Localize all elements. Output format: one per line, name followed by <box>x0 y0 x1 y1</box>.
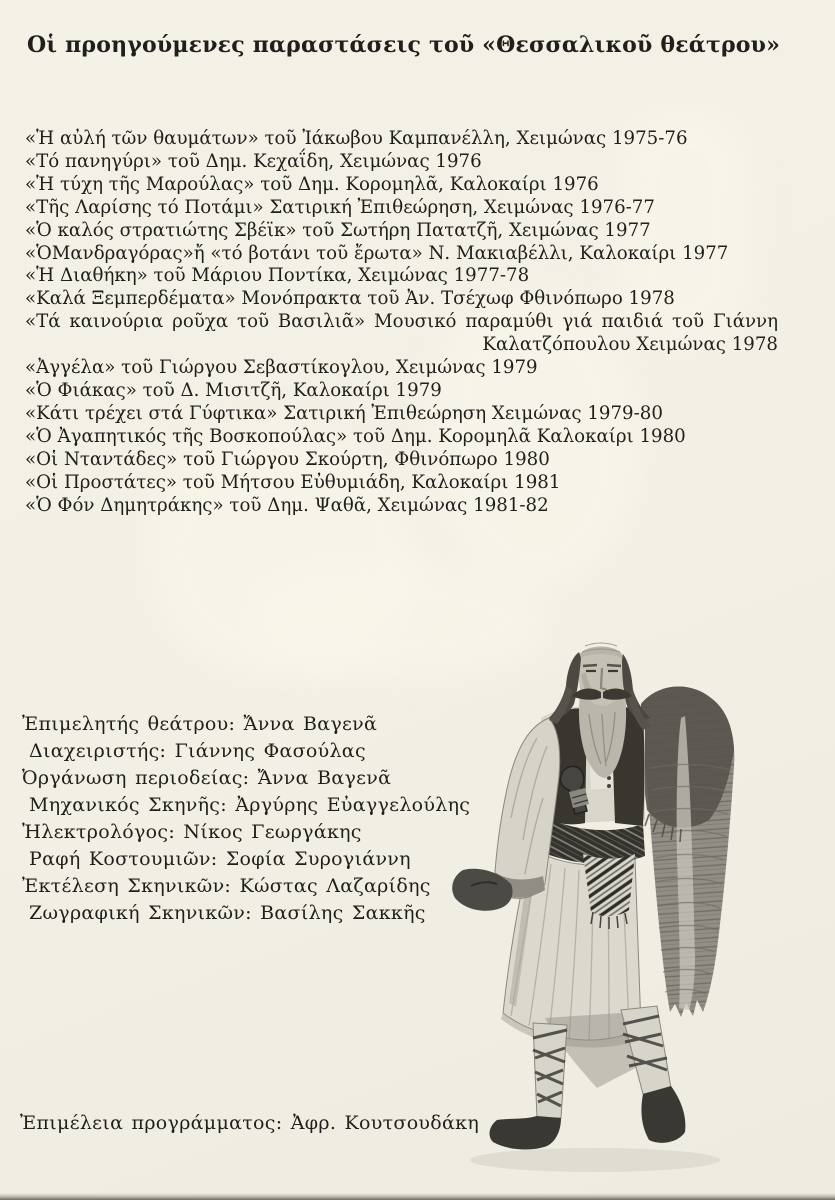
performance-item: «Οἱ Προστάτες» τοῦ Μήτσου Εὐθυμιάδη, Καλοκαίρι 1981 <box>25 471 561 493</box>
performance-item: «Τά καινούρια ροῦχα τοῦ Βασιλιᾶ» Μουσικό παραμύθι γιά παιδιά τοῦ Γιάννη <box>25 311 778 333</box>
credit-item: Διαχειριστής: Γιάννης Φασούλας <box>29 740 366 762</box>
cloak <box>641 687 735 1017</box>
credit-item: Ἠλεκτρολόγος: Νίκος Γεωργάκης <box>22 821 362 843</box>
performance-item: «Ὁ Ἀγαπητικός τῆς Βοσκοπούλας» τοῦ Δημ. Κορομηλᾶ Καλοκαίρι 1980 <box>25 425 686 447</box>
performance-item: «Ἡ αὐλή τῶν θαυμάτων» τοῦ Ἰάκωβου Καμπανέλλη, Χειμώνας 1975-76 <box>25 128 688 149</box>
performance-list <box>25 128 778 517</box>
left-leg <box>490 1023 567 1149</box>
page-title: Οἱ προηγούμενες παραστάσεις τοῦ «Θεσσαλικοῦ θεάτρου» <box>27 32 781 58</box>
performance-item: «Ἡ τύχη τῆς Μαρούλας» τοῦ Δημ. Κορομηλᾶ, Καλοκαίρι 1976 <box>25 173 599 195</box>
performance-item: «Οἱ Νταντάδες» τοῦ Γιώργου Σκούρτη, Φθινόπωρο 1980 <box>25 448 550 470</box>
page-bottom-edge <box>0 1193 835 1200</box>
program-editor-note: Ἐπιμέλεια προγράμματος: Ἀφρ. Κουτσουδάκη <box>20 1112 480 1134</box>
performance-item: «Κάτι τρέχει στά Γύφτικα» Σατιρική Ἐπιθεώρηση Χειμώνας 1979-80 <box>25 402 663 424</box>
credit-item: Ἐκτέλεση Σκηνικῶν: Κώστας Λαζαρίδης <box>22 875 431 897</box>
credit-item: Ἐπιμελητής θεάτρου: Ἄννα Βαγενᾶ <box>22 713 378 735</box>
costume-illustration <box>445 618 835 1198</box>
right-leg <box>621 1006 685 1143</box>
performance-item-continuation: Καλατζόπουλου Χειμώνας 1978 <box>482 334 778 356</box>
credit-item: Ζωγραφική Σκηνικῶν: Βασίλης Σακκῆς <box>29 902 426 924</box>
credit-item: Ὀργάνωση περιοδείας: Ἄννα Βαγενᾶ <box>22 767 392 789</box>
ground-shadow <box>470 1148 720 1172</box>
performance-item: «Ὁ Φόν Δημητράκης» τοῦ Δημ. Ψαθᾶ, Χειμώνας 1981-82 <box>25 494 549 516</box>
credits-list <box>22 711 470 927</box>
performance-item: «Καλά Ξεμπερδέματα» Μονόπρακτα τοῦ Ἀν. Τσέχωφ Φθινόπωρο 1978 <box>25 288 675 310</box>
performance-item: «Τό πανηγύρι» τοῦ Δημ. Κεχαΐδη, Χειμώνας 1976 <box>25 150 482 172</box>
performance-item: «Ὁ Φιάκας» τοῦ Δ. Μισιτζῆ, Καλοκαίρι 1979 <box>25 379 442 401</box>
performance-item: «Ὁ καλός στρατιώτης Σβέϊκ» τοῦ Σωτήρη Πατατζῆ, Χειμώνας 1977 <box>25 219 651 241</box>
credit-item: Ραφή Κοστουμιῶν: Σοφία Συρογιάννη <box>29 848 411 870</box>
performance-item: «Τῆς Λαρίσης τό Ποτάμι» Σατιρική Ἐπιθεώρηση, Χειμώνας 1976-77 <box>25 196 655 218</box>
credit-item: Μηχανικός Σκηνῆς: Ἀργύρης Εὐαγγελούλης <box>29 794 471 816</box>
performance-item: «Ἀγγέλα» τοῦ Γιώργου Σεβαστίκογλου, Χειμώνας 1979 <box>25 357 538 379</box>
performance-item: «Ἡ Διαθήκη» τοῦ Μάριου Ποντίκα, Χειμώνας 1977-78 <box>25 265 530 287</box>
performance-item: «ὉΜανδραγόρας»ἤ «τό βοτάνι τοῦ ἔρωτα» Ν. Μακιαβέλλι, Καλοκαίρι 1977 <box>25 242 729 264</box>
